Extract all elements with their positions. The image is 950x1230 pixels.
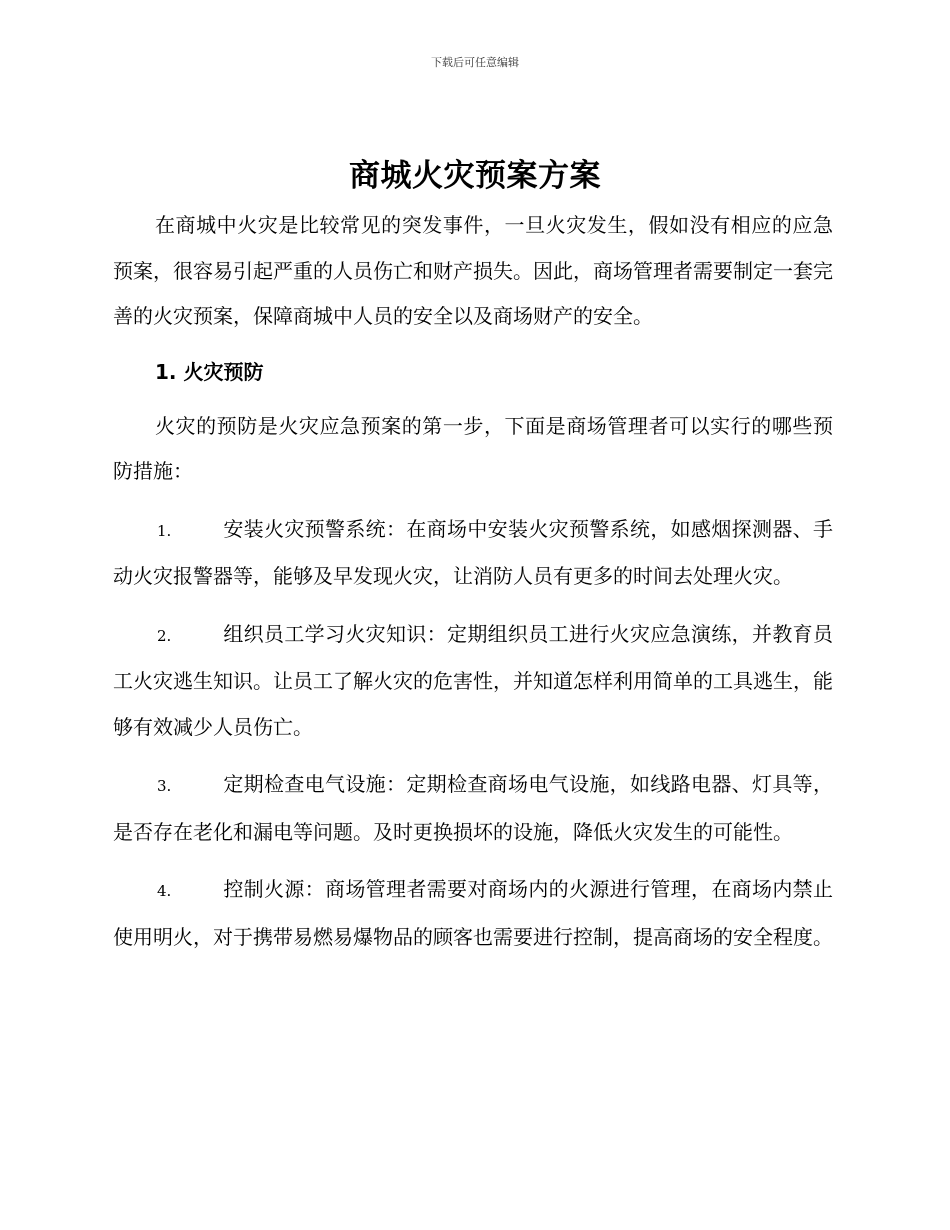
section-heading: 1. 火灾预防 (155, 359, 264, 384)
list-item (113, 762, 833, 855)
list-item-text: 安装火灾预警系统：在商场中安装火灾预警系统，如感烟探测器、手动火灾报警器等，能够及早发现火灾，让消防人员有更多的时间去处理火灾。 (113, 516, 833, 588)
intro-paragraph: 在商城中火灾是比较常见的突发事件，一旦火灾发生，假如没有相应的应急预案，很容易引起严重的人员伤亡和财产损失。因此，商场管理者需要制定一套完善的火灾预案，保障商城中人员的安全以及商场财产的安全。 (113, 213, 833, 328)
list-item-text: 组织员工学习火灾知识：定期组织员工进行火灾应急演练，并教育员工火灾逃生知识。让员工了解火灾的危害性，并知道怎样利用简单的工具逃生，能够有效减少人员伤亡。 (113, 621, 833, 739)
document-body (113, 203, 833, 960)
list-item-text: 控制火源：商场管理者需要对商场内的火源进行管理，在商场内禁止使用明火，对于携带易燃易爆物品的顾客也需要进行控制，提高商场的安全程度。 (113, 877, 833, 949)
list-item-number: 3. (157, 777, 172, 795)
list-item-number: 1. (157, 521, 172, 540)
list-item-text: 定期检查电气设施：定期检查商场电气设施，如线路电器、灯具等，是否存在老化和漏电等问题。及时更换损坏的设施，降低火灾发生的可能性。 (113, 772, 833, 844)
list-item (113, 867, 833, 960)
header-note: 下载后可任意编辑 (431, 56, 519, 69)
document-title: 商城火灾预案方案 (349, 158, 601, 194)
list-item (113, 507, 833, 600)
list-item-number: 2. (157, 626, 172, 645)
list-item (113, 612, 833, 751)
section-intro-paragraph: 火灾的预防是火灾应急预案的第一步，下面是商场管理者可以实行的哪些预防措施： (113, 413, 833, 483)
list-item-number: 4. (157, 882, 172, 900)
